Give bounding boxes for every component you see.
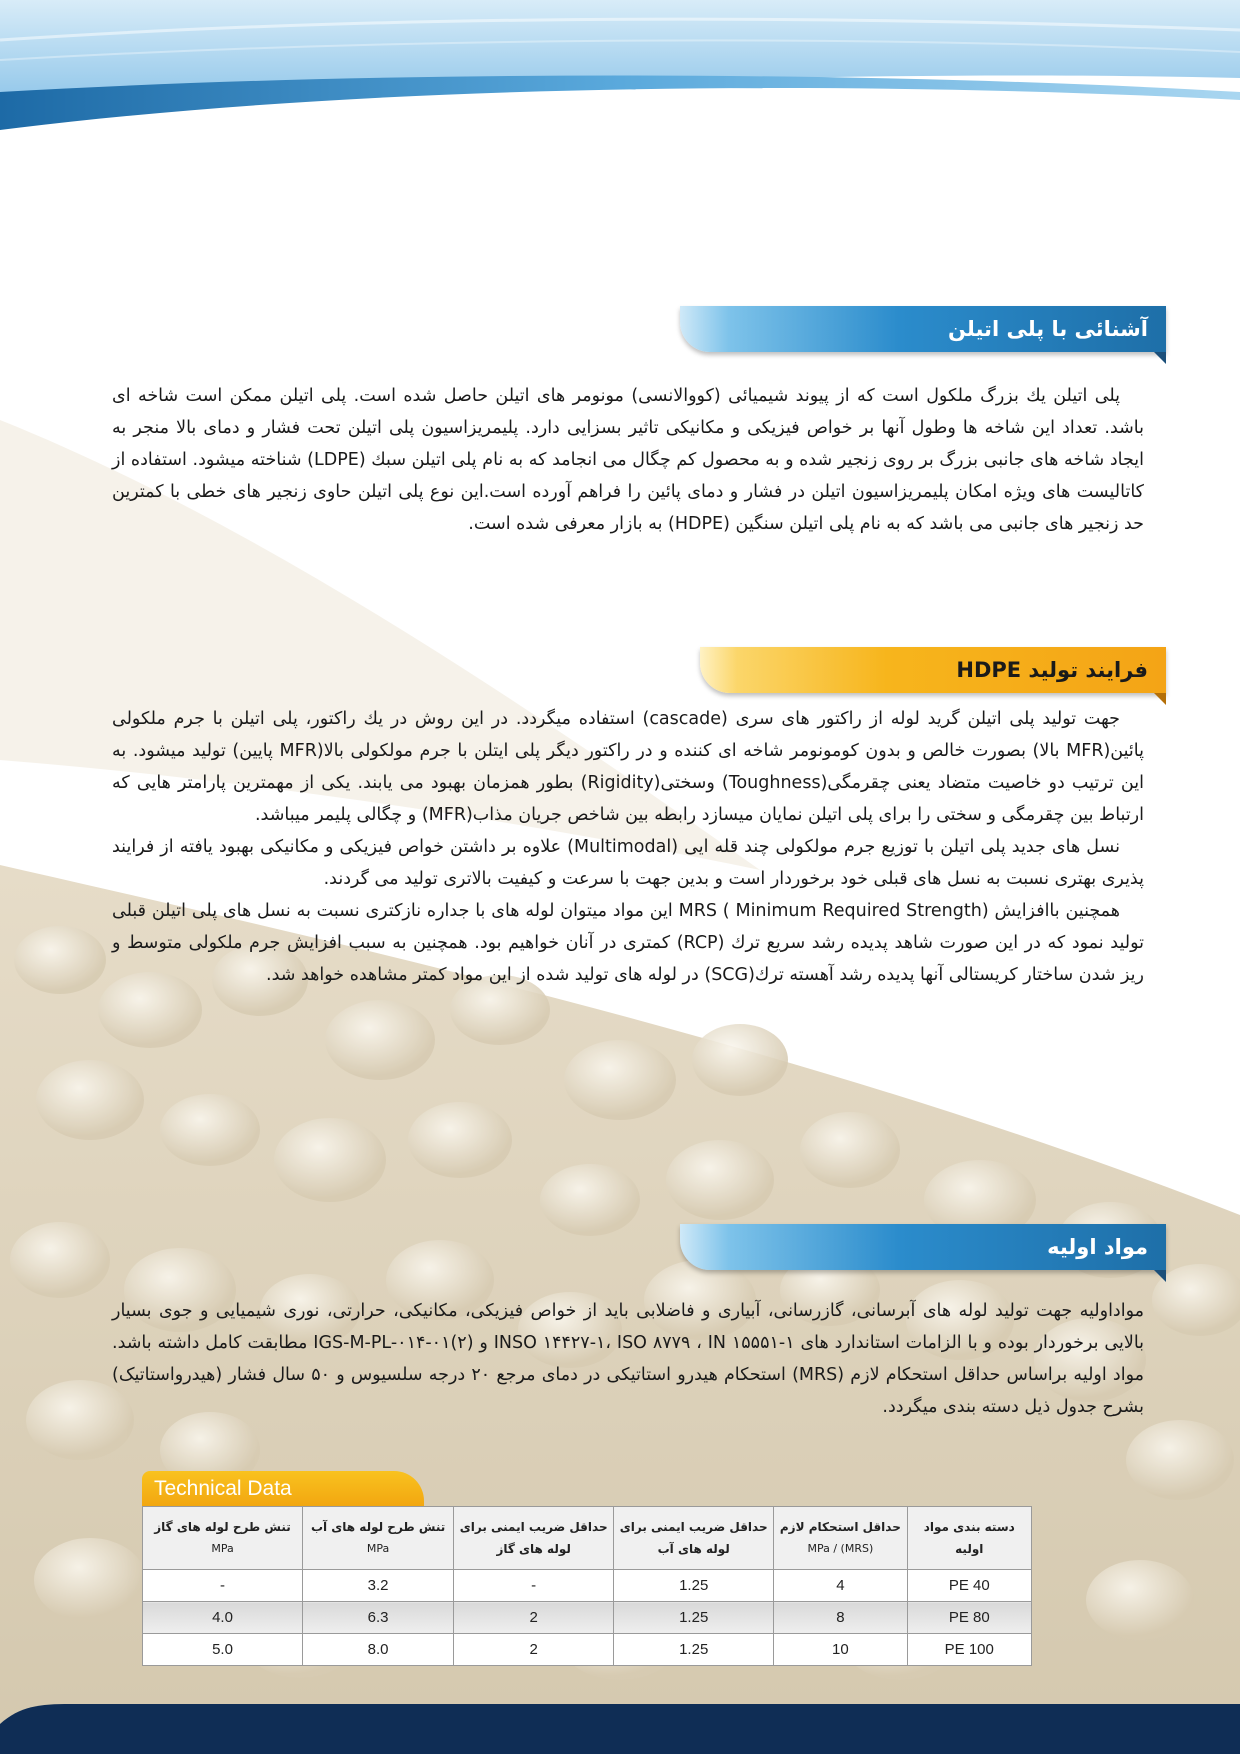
header-safety-gas: حداقل ضریب ایمنی برای لوله های گاز: [454, 1507, 614, 1570]
section-title-intro-text: آشنائی با پلی اتیلن: [948, 317, 1148, 341]
intro-paragraph: پلی اتیلن يك بزرگ ملکول است که از پیوند شیمیائی (کووالانسی) مونومر های اتیلن حاصل شده است. پلی اتیلن ممکن است شاخه ای باشد. تعداد این شاخه ها وطول آنها بر خواص فیزیکی و مکانیکی تاثیر بسزایی دارد. پلیمریزاسیون پلی اتیلن تحت فشار و دمای بالا منجر به ایجاد شاخه های جانبی بزرگ بر روی زنجیر شده و به محصول کم چگال می انجامد که به نام پلی اتیلن سبك (LDPE) شناخته میشود. استفاده از کاتالیست های ویژه امکان پلیمریزاسیون اتیلن در فشار و دمای پائین را فراهم آورده است.این نوع پلی اتیلن حاوی زنجیر های خطی با کمترین حد زنجیر های جانبی می باشد که به نام پلی اتیلن سنگین (HDPE) به بازار معرفی شده است.: [112, 386, 1145, 534]
cell-safety-water: 1.25: [614, 1634, 774, 1666]
section-title-intro: [680, 306, 1166, 352]
cell-stress-water: 6.3: [303, 1602, 454, 1634]
table-header-row: [143, 1507, 1032, 1570]
technical-data-table: [142, 1506, 1032, 1666]
cell-mrs: 8: [774, 1602, 907, 1634]
process-paragraph-3: همچنین باافزایش MRS ( Minimum Required Strength) این مواد میتوان لوله های با جداره نازکتری نسبت به نسل های پلی اتیلن قبلی تولید نمود که در این صورت شاهد پدیده رشد سریع ترك (RCP) کمتری در آنان خواهیم بود. همچنین به سبب افزایش جرم ملکولی متوسط و ریز شدن ساختار کریستالی آنها پدیده رشد آهسته ترك(SCG) در لوله های تولید شده از این مواد کمتر مشاهده خواهد شد.: [112, 901, 1144, 985]
cell-grade: PE 100: [907, 1634, 1031, 1666]
table-row: [143, 1634, 1032, 1666]
cell-safety-gas: 2: [454, 1602, 614, 1634]
section-title-process: [700, 647, 1166, 693]
cell-stress-gas: 4.0: [143, 1602, 303, 1634]
process-paragraph-1: جهت تولید پلی اتیلن گرید لوله از راکتور های سری (cascade) استفاده میگردد. در این روش در يك راکتور، پلی اتیلن با جرم ملکولی پائین(MFR بالا) بصورت خالص و بدون کومونومر شاخه ای کننده و در راکتور دیگر پلی ایتلن با جرم مولکولی بالا(MFR پایین) تولید میشود. به این ترتیب دو خاصیت متضاد یعنی چقرمگی(Toughness) وسختی(Rigidity) بطور همزمان بهبود می یابند. یکی از مهمترین پارامتر هایی که ارتباط بین چقرمگی و سختی را برای پلی اتیلن نمایان میسازد رابطه بین شاخص جریان مذاب(MFR) و چگالی پلیمر میباشد.: [112, 709, 1144, 825]
technical-data-label: Technical Data: [154, 1477, 292, 1500]
cell-grade: PE 40: [907, 1570, 1031, 1602]
cell-mrs: 4: [774, 1570, 907, 1602]
process-paragraph-2: نسل های جدید پلی اتیلن با توزیع جرم مولکولی چند قله ایی (Multimodal) علاوه بر داشتن خواص فیزیکی و مکانیکی بهبود یافته از فرایند پذیری بهتری نسبت به نسل های قبلی خود برخوردار است و بدین جهت با سرعت و کیفیت بالاتری تولید می گردند.: [112, 837, 1144, 889]
materials-body: [112, 1295, 1144, 1423]
process-body: [112, 703, 1144, 991]
header-stress-water: تنش طرح لوله های آب MPa: [303, 1507, 454, 1570]
header-mrs: حداقل استحکام لازم (MRS) / MPa: [774, 1507, 907, 1570]
cell-safety-gas: -: [454, 1570, 614, 1602]
intro-body: [112, 380, 1144, 540]
technical-data-tab: [142, 1471, 424, 1507]
cell-stress-gas: 5.0: [143, 1634, 303, 1666]
cell-stress-water: 3.2: [303, 1570, 454, 1602]
materials-paragraph: مواداولیه جهت تولید لوله های آبرسانی، گازرسانی، آبیاری و فاضلابی باید از خواص فیزیکی، مکانیکی، حرارتی، نوری شیمیایی و جوی بسیار بالایی برخوردار بوده و با الزامات استاندارد های INSO ۱۴۴۲۷-۱، ISO ۸۷۷۹ ، IN ۱۵۵۵۱-۱ و IGS-M-PL-۰۱۴-۰۱(۲) مطابقت کامل داشته باشد. مواد اولیه براساس حداقل استحکام لازم (MRS) استحکام هیدرو استاتیکی در دمای مرجع ۲۰ درجه سلسیوس و ۵۰ سال فشار (هیدرواستاتیک) بشرح جدول ذیل دسته بندی میگردد.: [112, 1301, 1145, 1417]
table-row: [143, 1602, 1032, 1634]
table-row: [143, 1570, 1032, 1602]
section-title-materials: [680, 1224, 1166, 1270]
header-grade: دسته بندی مواد اولیه: [907, 1507, 1031, 1570]
cell-safety-water: 1.25: [614, 1570, 774, 1602]
cell-grade: PE 80: [907, 1602, 1031, 1634]
bottom-band: [0, 1684, 1240, 1754]
section-title-materials-text: مواد اولیه: [1047, 1235, 1148, 1259]
cell-mrs: 10: [774, 1634, 907, 1666]
header-safety-water: حداقل ضریب ایمنی برای لوله های آب: [614, 1507, 774, 1570]
cell-safety-water: 1.25: [614, 1602, 774, 1634]
section-title-process-text: فرایند تولید HDPE: [956, 658, 1148, 682]
cell-stress-water: 8.0: [303, 1634, 454, 1666]
header-stress-gas: تنش طرح لوله های گاز MPa: [143, 1507, 303, 1570]
cell-safety-gas: 2: [454, 1634, 614, 1666]
cell-stress-gas: -: [143, 1570, 303, 1602]
